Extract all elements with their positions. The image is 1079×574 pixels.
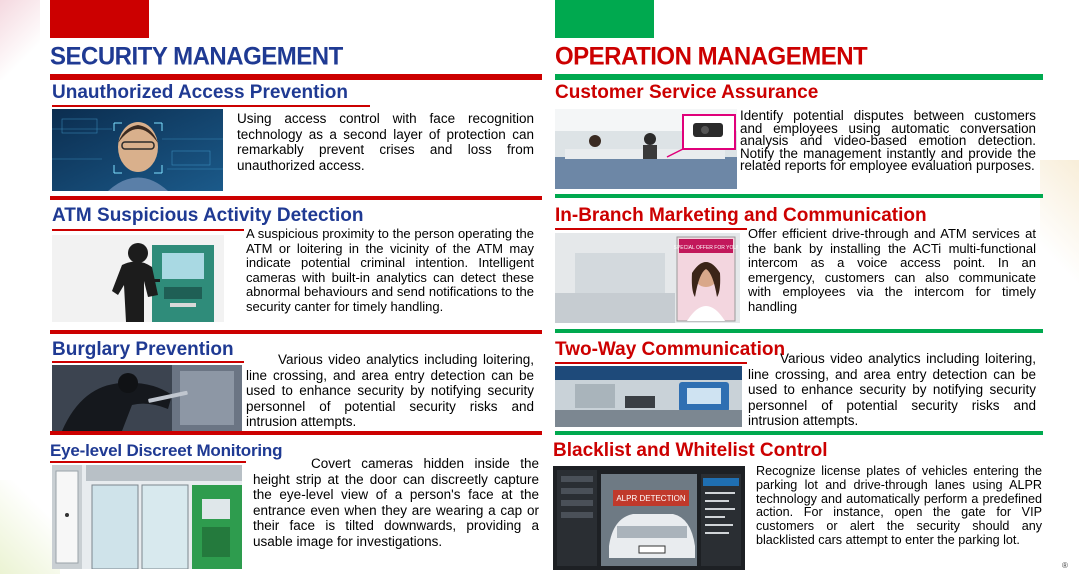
item-description: Covert cameras hidden inside the height strip at the door can discreetly capture the eye-level view of a person's face at the entrance even when they are wearing a cap or their face is tilted downwards, providing a usable image for investigations. xyxy=(253,456,539,549)
item-description: A suspicious proximity to the person operating the ATM or loitering in the vicinity of the ATM may indicate potential criminal intention. Intelligent cameras with built-in analytics can detect these abnormal behaviours and send notifications to the security canter for timely handling. xyxy=(246,226,534,314)
alpr-camera-image xyxy=(553,466,745,570)
item-divider xyxy=(555,431,1043,435)
section-divider xyxy=(555,74,1043,80)
in-branch-marketing-image xyxy=(555,233,740,323)
burglary-image xyxy=(52,365,242,431)
corner-decoration xyxy=(0,480,60,574)
section-divider xyxy=(50,74,542,80)
item-divider xyxy=(50,196,542,200)
special-offer-sign-text: SPECIAL OFFER FOR YOU! xyxy=(673,245,739,251)
title-underline xyxy=(52,361,244,363)
corner-decoration xyxy=(1040,160,1079,300)
item-title: Blacklist and Whitelist Control xyxy=(553,440,828,461)
item-title: Customer Service Assurance xyxy=(555,82,819,103)
drive-through-image xyxy=(555,366,742,427)
item-divider xyxy=(555,329,1043,333)
door-entrance-image xyxy=(52,465,242,569)
item-divider xyxy=(50,330,542,334)
item-description: Using access control with face recognition technology as a second layer of protection can remarkably prevent crises and loss from unauthorized access. xyxy=(237,111,534,173)
item-title: In-Branch Marketing and Communication xyxy=(555,205,927,226)
header-accent-green xyxy=(555,0,654,38)
item-description: Various video analytics including loitering, line crossing, and area entry detection can be used to enhance security by notifying security personnel of potential security risks and intrusion attempts. xyxy=(748,351,1036,428)
item-title: Two-Way Communication xyxy=(555,339,786,360)
item-description: Recognize license plates of vehicles entering the parking lot and drive-through lanes using ALPR technology and automatically perform a predefined action. For instance, open the gate for VIP customers or alert the security should any blacklisted cars attempt to enter the parking lot. xyxy=(756,464,1042,547)
item-description: Various video analytics including loitering, line crossing, and area entry detection can be used to enhance security by notifying security personnel of potential security risks and intrusion attempts. xyxy=(246,352,534,429)
operation-management-title: OPERATION MANAGEMENT xyxy=(555,42,868,71)
corner-decoration xyxy=(0,0,40,80)
title-underline xyxy=(555,228,747,230)
item-title: Unauthorized Access Prevention xyxy=(52,82,348,103)
security-management-title: SECURITY MANAGEMENT xyxy=(50,42,343,71)
item-description: Offer efficient drive-through and ATM services at the bank by installing the ACTi multi-functional intercom as a voice access point. In an emergency, customers can also communicate with employees via the intercom for timely handling xyxy=(748,226,1036,314)
title-underline xyxy=(555,362,747,364)
title-underline xyxy=(52,229,244,231)
title-underline xyxy=(50,461,246,463)
item-title: ATM Suspicious Activity Detection xyxy=(52,205,364,226)
bank-counter-image xyxy=(555,109,737,189)
item-divider xyxy=(555,194,1043,198)
item-title: Burglary Prevention xyxy=(52,339,234,360)
face-recognition-image xyxy=(52,109,223,191)
atm-image xyxy=(52,235,224,322)
title-underline xyxy=(52,105,370,107)
alpr-detection-label: ALPR DETECTION xyxy=(616,494,686,503)
item-title: Eye-level Discreet Monitoring xyxy=(50,441,283,460)
item-divider xyxy=(50,431,542,435)
header-accent-red xyxy=(50,0,149,38)
page-mark: ® xyxy=(1062,561,1068,570)
item-description: Identify potential disputes between customers and employees using automatic conversation analysis and video-based emotion detection. Notify the management instantly and provide the related reports for employee evaluation purposes. xyxy=(740,108,1036,174)
